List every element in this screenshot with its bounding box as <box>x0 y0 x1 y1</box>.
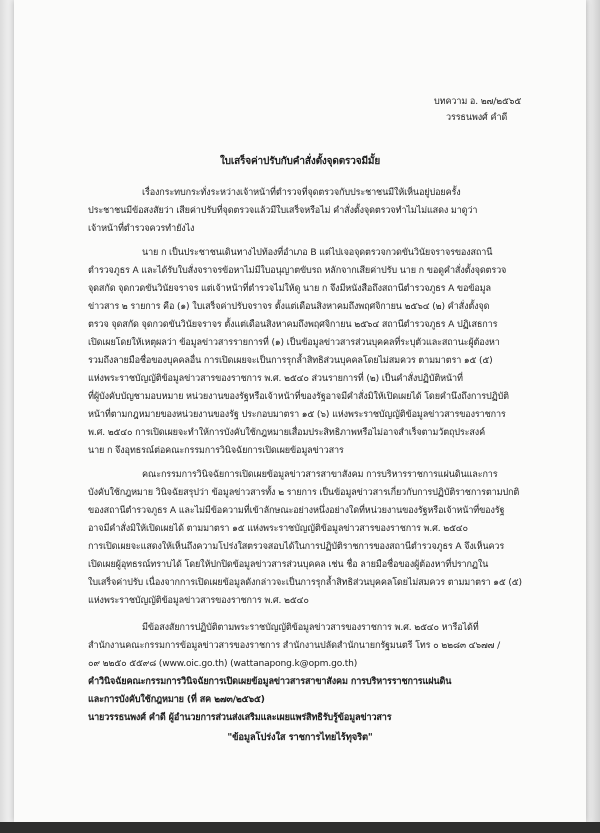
ruling-line: คณะกรรมการวินิจฉัยการเปิดเผยข้อมูลข่าวสารสาขาสังคม การบริหารราชการแผ่นดินและการ <box>142 470 498 480</box>
case-line: ตรวจ จุดสกัด จุดกวดขันวินัยจราจร ตั้งแต่เดือนสิงหาคมถึงพฤศจิกายน ๒๕๖๔ สถานีตำรวจภูธร A ปฏิเสธการ <box>88 320 498 330</box>
case-line: แห่งพระราชบัญญัติข้อมูลข่าวสารของราชการ พ.ศ. ๒๕๔๐ ส่วนรายการที่ (๒) เป็นคำสั่งปฏิบัติหน้าที่ <box>88 374 463 384</box>
article-reference: บทความ อ. ๒๗/๒๕๖๕ <box>434 97 522 107</box>
ruling-line: อาจมีคำสั่งมิให้เปิดเผยได้ ตามมาตรา ๑๕ แห่งพระราชบัญญัติข้อมูลข่าวสารของราชการ พ.ศ. ๒๕๔๐ <box>88 524 468 534</box>
case-line: ตำรวจภูธร A และได้รับใบสั่งจราจรข้อหาไม่มีใบอนุญาตขับรถ หลักจากเสียค่าปรับ นาย ก ขอดูคำสั่งตั้งจุดตรวจ <box>88 266 507 276</box>
ruling-line: ใบเสร็จค่าปรับ เนื่องจากการเปิดเผยข้อมูลดังกล่าวจะเป็นการรุกล้ำสิทธิส่วนบุคคลโดยไม่สมควร ตามมาตรา ๑๕ (๕) <box>88 578 522 588</box>
case-line: พ.ศ. ๒๕๔๐ การเปิดเผยจะทำให้การบังคับใช้กฎหมายเสื่อมประสิทธิภาพหรือไม่อาจสำเร็จตามวัตถุประสงค์ <box>88 428 486 438</box>
document-page <box>14 0 586 822</box>
intro-line: ประชาชนมีข้อสงสัยว่า เสียค่าปรับที่จุดตรวจแล้วมีใบเสร็จหรือไม่ คำสั่งตั้งจุดตรวจทำไมไม่แสดง มาดูว่า <box>88 206 478 216</box>
photo-bottom-edge <box>0 822 600 833</box>
slogan: "ข้อมูลโปร่งใส ราชการไทยไร้ทุจริต" <box>227 732 373 743</box>
document-title: ใบเสร็จค่าปรับกับคำสั่งตั้งจุดตรวจมีมั้ย <box>219 156 381 167</box>
contact-line: สำนักงานคณะกรรมการข้อมูลข่าวสารของราชการ สำนักงานปลัดสำนักนายกรัฐมนตรี โทร ๐ ๒๒๘๓ ๔๖๗๗ / <box>88 641 501 651</box>
ruling-line: การเปิดเผยจะแสดงให้เห็นถึงความโปร่งใสตรวจสอบได้ในการปฏิบัติราชการของสถานีตำรวจภูธร A จึงเห็นควร <box>88 542 505 552</box>
ruling-line: แห่งพระราชบัญญัติข้อมูลข่าวสารของราชการ พ.ศ. ๒๕๔๐ <box>88 596 309 606</box>
ruling-line: เปิดเผยผู้อุทธรณ์ทราบได้ โดยให้ปกปิดข้อมูลข่าวสารส่วนบุคคล เช่น ชื่อ ลายมือชื่อของผู้ต้องหาที่ปรากฏใน <box>88 560 489 570</box>
intro-line: เจ้าหน้าที่ตำรวจควรทำยังไง <box>88 224 195 234</box>
case-line: เปิดเผยโดยให้เหตุผลว่า ข้อมูลข่าวสารรายการที่ (๑) เป็นข้อมูลข่าวสารส่วนบุคคลที่ระบุตัวและสถานะผู้ต้องหา <box>88 338 500 348</box>
citation-line: คำวินิจฉัยคณะกรรมการวินิจฉัยการเปิดเผยข้อมูลข่าวสารสาขาสังคม การบริหารราชการแผ่นดิน <box>88 677 452 687</box>
case-line: รวมถึงลายมือชื่อของบุคคลอื่น การเปิดเผยจะเป็นการรุกล้ำสิทธิส่วนบุคคลโดยไม่สมควร ตามมาตรา ๑๕ (๕) <box>88 356 493 366</box>
case-line: ข่าวสาร ๒ รายการ คือ (๑) ใบเสร็จค่าปรับจราจร ตั้งแต่เดือนสิงหาคมถึงพฤศจิกายน ๒๕๖๔ (๒) คำสั่งตั้งจุด <box>88 302 490 312</box>
case-line: ที่ผู้บังคับบัญชามอบหมาย หน่วยงานของรัฐหรือเจ้าหน้าที่ของรัฐอาจมีคำสั่งมิให้เปิดเผยได้ โดยคำนึงถึงการปฏิบัติ <box>88 392 509 402</box>
ruling-line: ของสถานีตำรวจภูธร A และไม่มีข้อความที่เข้าลักษณะอย่างหนึ่งอย่างใดที่หน่วยงานของรัฐหรือเจ้าหน้าที่ของรัฐ <box>88 506 505 516</box>
contact-line: มีข้อสงสัยการปฏิบัติตามพระราชบัญญัติข้อมูลข่าวสารของราชการ พ.ศ. ๒๕๔๐ หารือได้ที่ <box>142 623 479 633</box>
case-line: นาย ก เป็นประชาชนเดินทางไปท้องที่อำเภอ B แต่ไปเจอจุดตรวจกวดขันวินัยจราจรของสถานี <box>142 248 493 258</box>
author-name: วรรธนพงศ์ คำดี <box>446 113 508 123</box>
case-line: นาย ก จึงอุทธรณ์ต่อคณะกรรมการวินิจฉัยการเปิดเผยข้อมูลข่าวสาร <box>88 446 344 456</box>
ruling-line: บังคับใช้กฎหมาย วินิจฉัยสรุปว่า ข้อมูลข่าวสารทั้ง ๒ รายการ เป็นข้อมูลข่าวสารเกี่ยวกับการปฏิบัติราชการตามปกติ <box>88 488 520 498</box>
signature-line: นายวรรธนพงศ์ คำดี ผู้อำนวยการส่วนส่งเสริมและเผยแพร่สิทธิรับรู้ข้อมูลข่าวสาร <box>88 713 392 723</box>
case-line: จุดสกัด จุดกวดขันวินัยจราจร แต่เจ้าหน้าที่ตำรวจไม่ให้ดู นาย ก จึงมีหนังสือถึงสถานีตำรวจภูธร A ขอข้อมูล <box>88 284 491 294</box>
citation-line: และการบังคับใช้กฎหมาย (ที่ สค ๒๗๓/๒๕๖๕) <box>88 695 265 705</box>
intro-line: เรื่องกระทบกระทั่งระหว่างเจ้าหน้าที่ตำรวจที่จุดตรวจกับประชาชนมีให้เห็นอยู่บ่อยครั้ง <box>142 188 461 198</box>
contact-line: ๐๙ ๒๒๕๐ ๕๕๙๘ (www.oic.go.th) (wattanapong.k@opm.go.th) <box>88 659 358 669</box>
case-line: หน้าที่ตามกฎหมายของหน่วยงานของรัฐ ประกอบมาตรา ๑๕ (๖) แห่งพระราชบัญญัติข้อมูลข่าวสารของราชการ <box>88 410 506 420</box>
